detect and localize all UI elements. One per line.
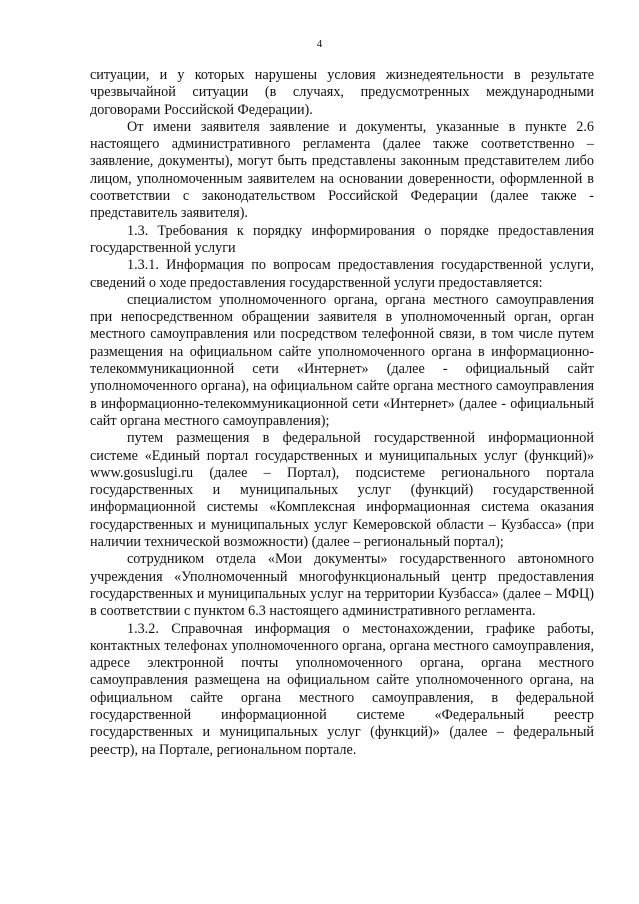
paragraph-section-1-3-1: 1.3.1. Информация по вопросам предоставления государственной услуги, сведений о ходе предоставления государственной услуги предоставляется:: [90, 257, 594, 291]
paragraph-section-1-3-2: 1.3.2. Справочная информация о местонахождении, графике работы, контактных телефонах уполномоченного органа, органа местного самоуправления, адресе электронной почты уполномоченного органа, органа местного самоуправления размещена на официальном сайте уполномоченного органа, на официальном сайте органа местного самоуправления, в федеральной государственной информационной системе «Федеральный реестр государственных и муниципальных услуг (функций)» (далее – федеральный реестр), на Портале, региональном портале.: [90, 620, 594, 758]
paragraph-specialist: специалистом уполномоченного органа, органа местного самоуправления при непосредственном обращении заявителя в уполномоченный орган, орган местного самоуправления или посредством телефонной связи, в том числе путем размещения на официальном сайте уполномоченного органа в информационно-телекоммуникационной сети «Интернет» (далее - официальный сайт уполномоченного органа), на официальном сайте органа местного самоуправления в информационно-телекоммуникационной сети «Интернет» (далее - официальный сайт органа местного самоуправления);: [90, 291, 594, 429]
paragraph-continuation: ситуации, и у которых нарушены условия жизнедеятельности в результате чрезвычайной ситуации (в случаях, предусмотренных международными договорами Российской Федерации).: [90, 67, 594, 118]
paragraph-mfc: сотрудником отдела «Мои документы» государственного автономного учреждения «Уполномоченный многофункциональный центр предоставления государственных и муниципальных услуг на территории Кузбасса» (далее – МФЦ) в соответствии с пунктом 6.3 настоящего административного регламента.: [90, 551, 594, 620]
paragraph-section-1-3: 1.3. Требования к порядку информирования о порядке предоставления государственной услуги: [90, 222, 594, 256]
page-number: 4: [316, 38, 323, 50]
paragraph-applicant-representative: От имени заявителя заявление и документы, указанные в пункте 2.6 настоящего административного регламента (далее также соответственно – заявление, документы), могут быть представлены законным представителем либо лицом, уполномоченным заявителем на основании доверенности, оформленной в соответствии с законодательством Российской Федерации (далее также - представитель заявителя).: [90, 118, 594, 222]
paragraph-portal: путем размещения в федеральной государственной информационной системе «Единый портал государственных и муниципальных услуг (функций)» www.gosuslugi.ru (далее – Портал), подсистеме регионального портала государственных и муниципальных услуг (функций) государственной информационной системы «Комплексная информационная система оказания государственных и муниципальных услуг Кемеровской области – Кузбасса» (при наличии технической возможности) (далее – региональный портал);: [90, 430, 594, 551]
document-body: [90, 67, 594, 759]
